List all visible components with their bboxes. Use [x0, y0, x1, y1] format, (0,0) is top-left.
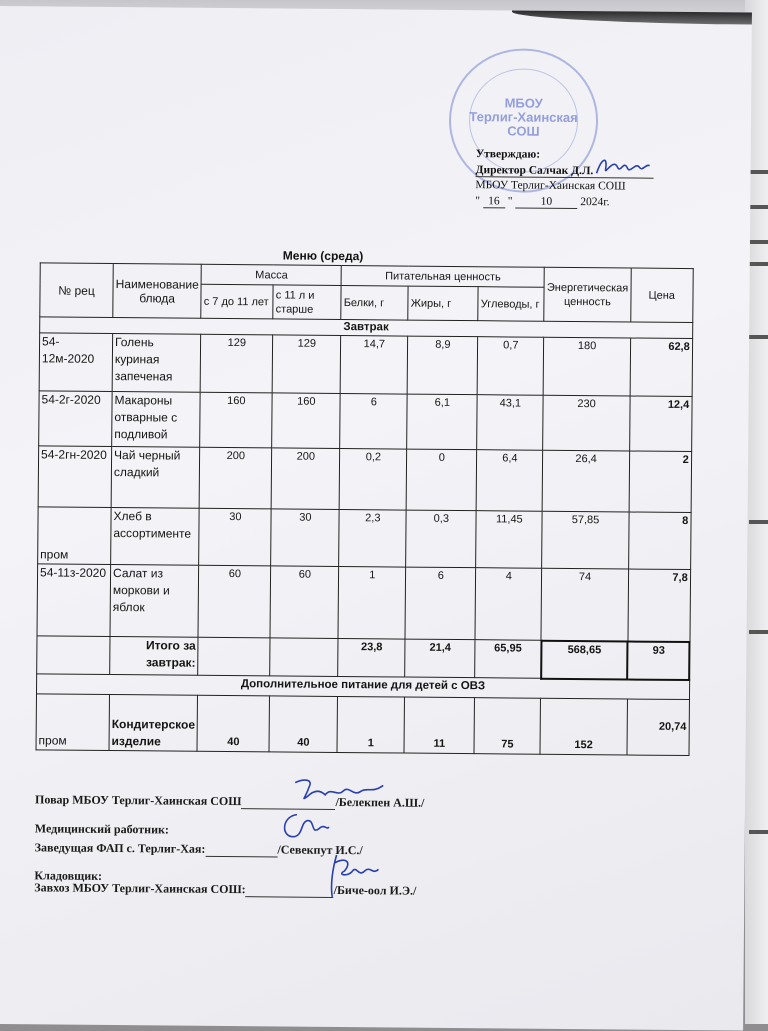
menu-document — [0, 6, 752, 1031]
table-row: 54-12м-2020 Голень куриная запеченая 129 129 14,7 8,9 0,7 180 62,8 — [39, 333, 692, 397]
stamp-line-3: СОШ — [507, 123, 540, 139]
header-price: Цена — [630, 268, 692, 323]
header-protein: Белки, г — [341, 285, 408, 320]
date-year: 2024г. — [580, 196, 610, 209]
header-name: Наименование блюда — [113, 263, 202, 318]
director-signature — [594, 153, 652, 180]
table-row: 54-11з-2020 Салат из моркови и яблок 60 60 1 6 4 74 7,8 — [37, 564, 690, 642]
table-row: пром Кондитерское изделие 40 40 1 11 75 152 20,74 — [36, 694, 689, 756]
menu-table — [36, 262, 694, 756]
director-line: Директор Салчак Д.Л. — [475, 164, 594, 178]
header-nutrition: Питательная ценность — [341, 265, 544, 287]
section-extra-nutrition: Дополнительное питание для детей с ОВЗ — [36, 674, 689, 700]
store-line: Кладовщик: — [34, 868, 103, 883]
menu-title: Меню (среда) — [282, 248, 364, 264]
stamp-line-1: МБОУ — [504, 95, 543, 111]
fap-signature — [275, 808, 331, 844]
medic-line: Медицинский работник: — [34, 821, 170, 837]
date-day: 16 — [483, 195, 505, 208]
supply-signature — [322, 849, 382, 902]
total-label: Итого за завтрак: — [110, 636, 199, 675]
section-breakfast: Завтрак — [40, 317, 693, 339]
header-code: № рец — [40, 263, 113, 318]
approve-label: Утверждаю: — [475, 148, 541, 161]
header-age-11-plus: с 11 л и старше — [273, 285, 341, 320]
table-row: пром Хлеб в ассортименте 30 30 2,3 0,3 11,45 57,85 8 — [38, 507, 691, 570]
header-age-7-11: с 7 до 11 лет — [201, 284, 273, 319]
header-energy: Энергетическая ценность — [544, 267, 631, 322]
fap-signature-line: Заведущая ФАП с. Терлиг-Хая: /Севекпут И.С./ — [34, 840, 363, 858]
total-row: Итого за завтрак: 23,8 21,4 65,95 568,65 93 — [37, 636, 690, 680]
header-fat: Жиры, г — [408, 286, 478, 321]
school-line: МБОУ Терлиг-Хаинская СОШ — [475, 179, 626, 193]
header-carbs: Углеводы, г — [478, 287, 544, 322]
stamp-line-2: Терлиг-Хаинская — [469, 109, 578, 126]
supply-signature-line: Завхоз МБОУ Терлиг-Хаинская СОШ: /Биче-оол И.Э./ — [34, 880, 417, 898]
table-row: 54-2г-2020 Макароны отварные с подливой 160 160 6 6,1 43,1 230 12,4 — [39, 391, 692, 452]
cook-signature — [291, 777, 389, 810]
shadow — [512, 10, 752, 24]
date-line: " 16 " 10 2024г. — [475, 195, 610, 209]
cook-signature-line: Повар МБОУ Терлиг-Хаинская СОШ /Белекпен А.Ш./ — [35, 792, 425, 810]
header-mass: Масса — [201, 264, 341, 285]
table-row: 54-2гн-2020 Чай черный сладкий 200 200 0,2 0 6,4 26,4 2 — [38, 446, 691, 513]
date-month: 10 — [515, 196, 577, 210]
